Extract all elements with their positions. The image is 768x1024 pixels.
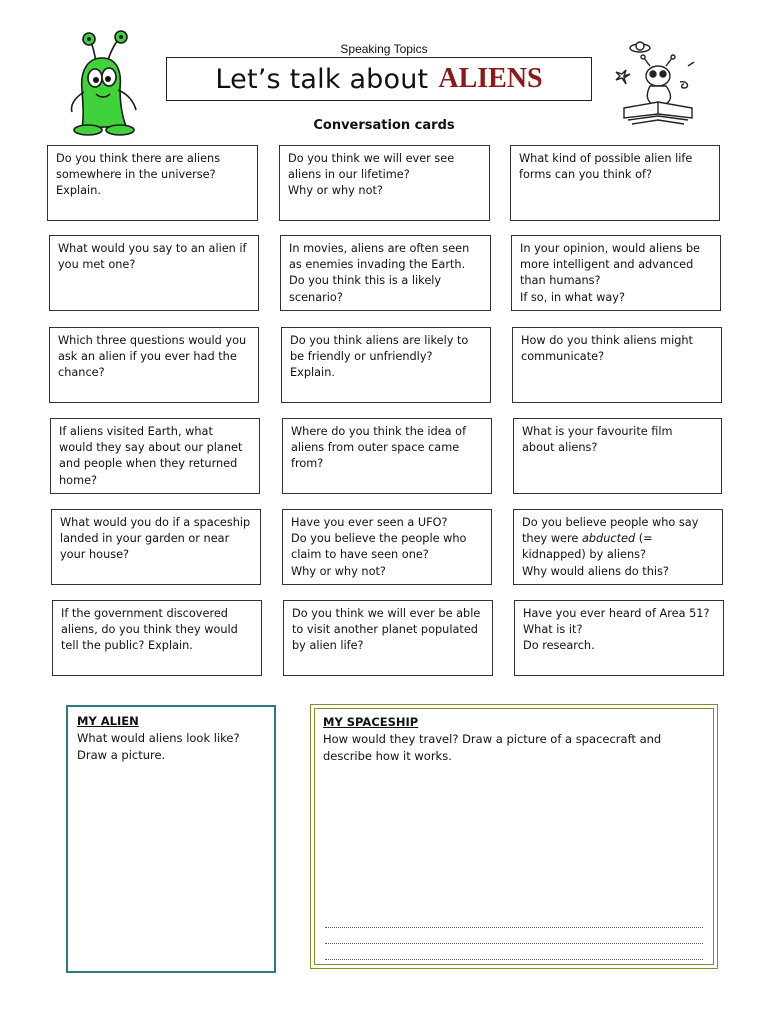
conversation-card-1	[47, 145, 258, 221]
my-spaceship-line: describe how it works.	[323, 749, 452, 763]
conversation-card-18	[514, 600, 724, 676]
card-line: aliens in our lifetime?	[288, 168, 410, 182]
my-spaceship-title: MY SPACESHIP	[323, 715, 419, 729]
conversation-card-4	[49, 235, 259, 311]
card-line: kidnapped) by aliens?	[522, 548, 647, 562]
card-line: communicate?	[521, 350, 605, 364]
writing-line	[325, 959, 703, 960]
conversation-card-12	[513, 418, 722, 494]
card-line: Do research.	[523, 639, 595, 653]
card-line: Why or why not?	[291, 564, 386, 578]
card-line: Have you ever heard of Area 51?	[523, 607, 710, 620]
card-line: and people when they returned	[59, 457, 238, 471]
conversation-card-2	[279, 145, 490, 221]
page-subtitle: Speaking Topics	[340, 42, 428, 56]
card-line: landed in your garden or near	[60, 532, 230, 546]
card-line: Where do you think the idea of	[291, 425, 467, 438]
my-spaceship-line: How would they travel? Draw a picture of a spacecraft and	[323, 732, 662, 746]
card-line: as enemies invading the Earth.	[289, 258, 466, 272]
card-line: somewhere in the universe?	[56, 168, 216, 182]
conversation-card-14	[282, 509, 492, 585]
card-emphasis: abducted	[581, 532, 636, 546]
title-accent-text: ALIENS	[438, 63, 543, 94]
conversation-card-6	[511, 235, 721, 311]
card-line: In your opinion, would aliens be	[520, 242, 700, 255]
card-line: tell the public? Explain.	[61, 639, 193, 653]
conversation-card-3	[510, 145, 720, 221]
card-line: be friendly or unfriendly?	[290, 350, 433, 364]
card-line: more intelligent and advanced	[520, 258, 694, 272]
my-alien-line: Draw a picture.	[77, 748, 166, 762]
conversation-card-15	[513, 509, 723, 585]
card-line: What is your favourite film	[522, 425, 673, 438]
writing-line	[325, 943, 703, 944]
card-line: Do you think we will ever be able	[292, 607, 481, 620]
card-line: If the government discovered	[61, 607, 228, 620]
card-line: Which three questions would you	[58, 334, 247, 347]
card-line: to visit another planet populated	[292, 623, 478, 637]
my-alien-title: MY ALIEN	[77, 714, 139, 728]
card-line: In movies, aliens are often seen	[289, 242, 470, 255]
card-line: home?	[59, 473, 98, 487]
title-main-text: Let’s talk about	[215, 63, 429, 95]
card-line: Do you believe people who say	[522, 516, 699, 529]
card-line: What kind of possible alien life	[519, 152, 693, 165]
card-line: How do you think aliens might	[521, 334, 693, 347]
card-line	[522, 531, 714, 547]
card-line: ask an alien if you ever had the	[58, 350, 237, 364]
card-line: What is it?	[523, 623, 583, 637]
card-line: you met one?	[58, 258, 136, 272]
page-title	[166, 57, 592, 101]
card-line: aliens, do you think they would	[61, 623, 238, 637]
card-line: If aliens visited Earth, what	[59, 425, 213, 438]
conversation-card-8	[281, 327, 491, 403]
conversation-card-17	[283, 600, 493, 676]
card-line: Do you think there are aliens	[56, 152, 221, 165]
card-line: Have you ever seen a UFO?	[291, 516, 448, 529]
card-line: Why would aliens do this?	[522, 564, 669, 578]
conversation-card-9	[512, 327, 722, 403]
card-line: claim to have seen one?	[291, 548, 429, 562]
card-line: forms can you think of?	[519, 168, 652, 182]
card-line: by alien life?	[292, 639, 364, 653]
card-line: Do you think aliens are likely to	[290, 334, 469, 347]
card-line: would they say about our planet	[59, 441, 243, 455]
card-line: from?	[291, 457, 324, 471]
card-line: about aliens?	[522, 441, 598, 455]
card-line: Do you think this is a likely	[289, 274, 442, 288]
card-line: Why or why not?	[288, 184, 383, 198]
card-line: your house?	[60, 548, 130, 562]
card-line: Explain.	[56, 184, 101, 198]
card-line: What would you do if a spaceship	[60, 516, 251, 529]
cards-heading: Conversation cards	[313, 118, 455, 133]
card-line: If so, in what way?	[520, 290, 625, 304]
card-line: than humans?	[520, 274, 601, 288]
conversation-card-7	[49, 327, 259, 403]
card-line: Explain.	[290, 366, 335, 380]
card-line: aliens from outer space came	[291, 441, 460, 455]
conversation-card-16	[52, 600, 262, 676]
my-spaceship-panel	[310, 704, 718, 969]
card-line: chance?	[58, 366, 105, 380]
card-line: What would you say to an alien if	[58, 242, 247, 255]
my-spaceship-inner-frame	[314, 708, 714, 965]
my-alien-line: What would aliens look like?	[77, 731, 240, 745]
conversation-card-13	[51, 509, 261, 585]
conversation-card-10	[50, 418, 260, 494]
card-line: scenario?	[289, 290, 343, 304]
card-line: Do you think we will ever see	[288, 152, 455, 165]
card-text: they were	[522, 532, 579, 546]
writing-line	[325, 927, 703, 928]
card-text: (=	[638, 532, 653, 546]
my-alien-panel	[66, 705, 276, 973]
conversation-card-11	[282, 418, 492, 494]
conversation-card-5	[280, 235, 491, 311]
card-line: Do you believe the people who	[291, 532, 467, 546]
